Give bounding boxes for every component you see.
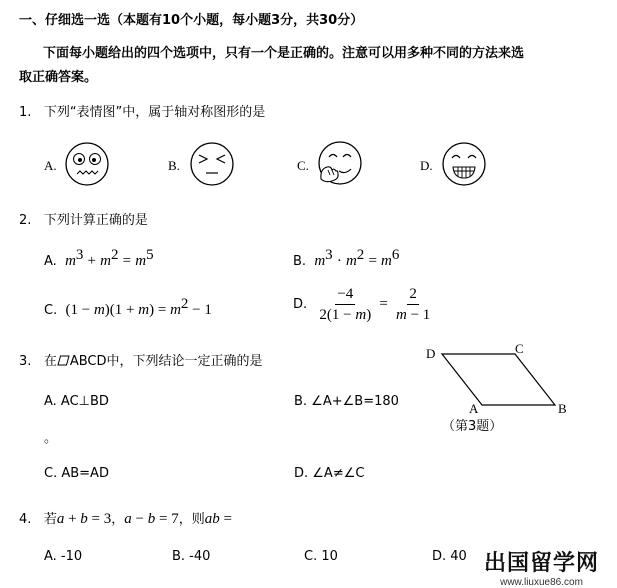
q2-option-b: B. $m^3 \cdot m^2 = m^6$ (293, 247, 400, 269)
watermark (484, 546, 599, 588)
q4-option-d: D. 40 (432, 549, 467, 564)
question-text: 下列“表情图”中，属于轴对称图形的是 (43, 105, 266, 120)
q1-option-d-label: D. (420, 158, 433, 173)
question-text: ABCD中，下列结论一定正确的是 (69, 354, 263, 369)
option-letter: C. (44, 303, 58, 318)
vertex-b: B (558, 401, 567, 416)
question-number: 3. (19, 354, 32, 369)
q4-option-c: C. 10 (304, 549, 338, 564)
option-letter: D. (293, 297, 308, 312)
q3-stray-period: 。 (44, 431, 58, 446)
q3-option-b: B. ∠A+∠B=180 (294, 394, 399, 409)
q2-option-c: C. $(1 - m)(1 + m) = m^2 - 1$ (44, 296, 212, 318)
watermark-text: 出国留学网 (484, 551, 600, 576)
question-1 (19, 101, 265, 120)
vertex-a: A (469, 401, 479, 416)
question-2 (19, 209, 148, 228)
q2-option-d: D. $\frac{-4}{2(1 - m)}$ = $\frac{2}{m - 1}$ (293, 286, 431, 323)
q4-option-a: A. -10 (44, 549, 83, 564)
section-title: 一、仔细选一选（本题有10个小题，每小题3分，共30分） (19, 13, 364, 28)
watermark-url: www.liuxue86.com (500, 577, 583, 588)
q4-option-b: B. -40 (172, 549, 211, 564)
question-number: 1. (19, 105, 32, 120)
worried-face-icon (64, 141, 110, 187)
question-4: 4. 若a + b = 3，a − b = 7，则ab = (19, 511, 232, 527)
fraction-right: $\frac{2}{m - 1}$ (395, 286, 431, 323)
grinning-face-icon (441, 141, 487, 187)
fraction-left: $\frac{-4}{2(1 - m)}$ (319, 286, 372, 323)
parallelogram-shape (442, 354, 555, 405)
vertex-d: D (426, 346, 436, 361)
question-number: 2. (19, 213, 32, 228)
q3-option-a: A. AC⊥BD (44, 394, 109, 409)
squinting-face-icon (189, 141, 235, 187)
hand-over-mouth-face-icon (314, 139, 364, 189)
parallelogram-figure (420, 340, 580, 444)
q3-option-d: D. ∠A≠∠C (294, 466, 365, 481)
section-intro-line2: 取正确答案。 (19, 70, 98, 85)
option-letter: A. (44, 254, 57, 269)
parallelogram-icon (57, 355, 70, 370)
figure-caption: （第3题） (442, 419, 503, 434)
option-letter: B. (293, 254, 307, 269)
section-intro-line1: 下面每小题给出的四个选项中，只有一个是正确的。注意可以用多种不同的方法来选 (43, 46, 525, 61)
q1-option-c-label: C. (297, 158, 309, 173)
question-3: 3. 在 ABCD中，下列结论一定正确的是 (19, 354, 263, 369)
q3-option-c: C. AB=AD (44, 466, 109, 481)
question-number: 4. (19, 512, 32, 527)
q1-option-a-label: A. (44, 158, 57, 173)
vertex-c: C (515, 341, 524, 356)
q1-option-b-label: B. (168, 158, 180, 173)
q2-option-a: A. $m^3 + m^2 = m^5$ (44, 247, 154, 269)
question-text: 下列计算正确的是 (43, 213, 148, 228)
